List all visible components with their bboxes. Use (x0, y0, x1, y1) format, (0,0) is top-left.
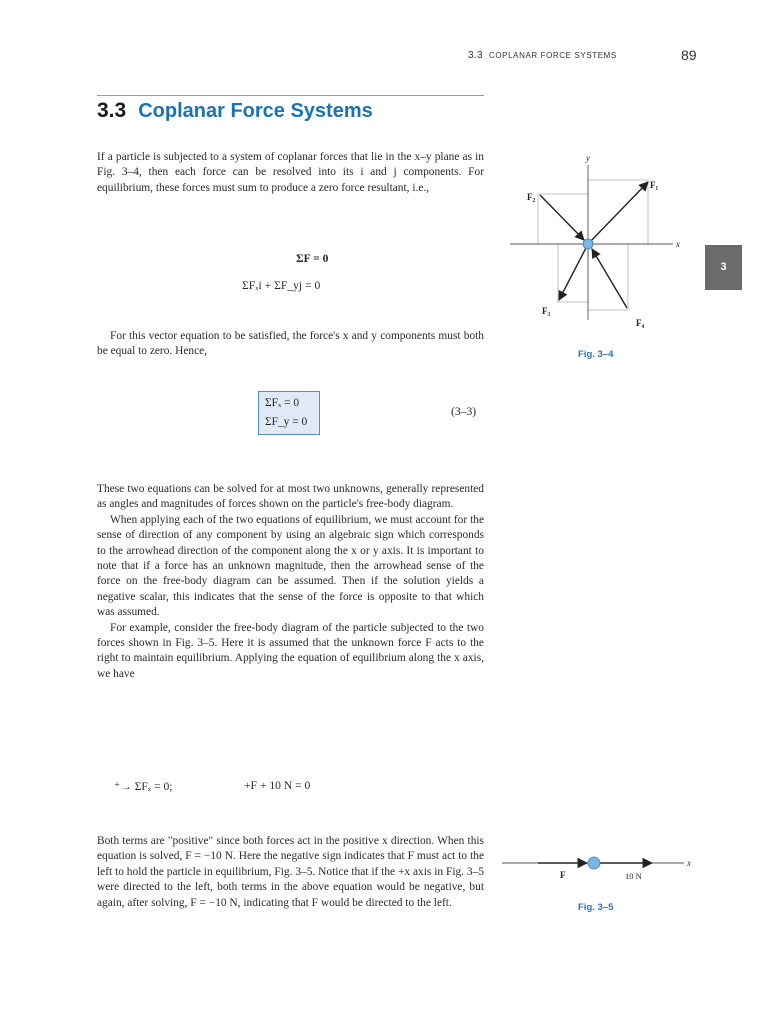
section-number: 3.3 (97, 99, 127, 122)
paragraph-components-text: For this vector equation to be satisfied, the force's x and y components must both be equal to zero. Hence, (97, 330, 484, 358)
equation-sum-fx: ΣFₓ = 0 (265, 397, 300, 409)
section-heading (97, 99, 373, 123)
example-equation-left: ⁺→ ΣFₓ = 0; (114, 780, 173, 793)
fig34-y-label: y (586, 153, 590, 163)
paragraph-conclusion-text: Both terms are "positive" since both forces act in the positive x direction. When this equation is solved, F = −10 N. Here the negative sign indicates that F must act to the left to hold the particle in equilibrium, Fig. 3–5. Notice that if the +x axis in Fig. 3–5 were directed to the left, both terms in the above equation would be negative, but again, after solving, F = −10 N, indicating that F would be directed to the left. (97, 835, 484, 909)
label-10n: 10 N (625, 871, 642, 881)
label-f1: F₁ (650, 180, 659, 190)
paragraph-intro (97, 150, 484, 196)
equation-sum-fy: ΣF_y = 0 (265, 416, 308, 428)
page-number: 89 (681, 47, 697, 63)
force-f2-arrow (540, 195, 584, 240)
running-head-title: COPLANAR FORCE SYSTEMS (488, 51, 617, 60)
section-title: Coplanar Force Systems (138, 100, 373, 122)
figure-3-4-diagram (505, 150, 705, 340)
label-f3: F₃ (542, 306, 551, 316)
chapter-tab: 3 (705, 245, 742, 290)
label-f2: F₂ (527, 192, 536, 202)
paragraph-intro-text: If a particle is subjected to a system of coplanar forces that lie in the x–y plane as in Fig. 3–4, then each force can be resolved into its i and j components. For equilibrium, these forces must sum to produce a zero force resultant, i.e., (97, 151, 484, 194)
fig35-x-label: x (687, 858, 691, 868)
fig34-x-label: x (676, 239, 680, 249)
paragraph-body (97, 482, 484, 682)
force-f4-arrow (592, 249, 627, 308)
running-head-section: 3.3 (468, 50, 483, 61)
heading-rule (97, 95, 484, 96)
example-equation-right: +F + 10 N = 0 (244, 779, 311, 792)
running-head (468, 50, 617, 61)
particle (583, 239, 593, 249)
label-f4: F₄ (636, 318, 645, 328)
label-force-f: F (560, 870, 566, 880)
paragraph-conclusion (97, 834, 484, 911)
paragraph-signs: When applying each of the two equations of equilibrium, we must account for the sense of direction of any component by using an algebraic sign which corresponds to the arrowhead direction of the component along the x or y axis. It is important to note that if a force has an unknown magnitude, then the arrowhead sense of the force on the free-body diagram can be assumed. Then if the solution yields a negative scalar, this indicates that the sense of the force is opposite to that which was assumed. (97, 513, 484, 619)
equation-sum-components: ΣFₓi + ΣF_yj = 0 (242, 279, 321, 292)
figure-3-5-caption: Fig. 3–5 (578, 902, 614, 913)
paragraph-components (97, 329, 484, 360)
equation-number: (3–3) (451, 405, 477, 418)
equilibrium-equations-box (258, 391, 320, 435)
figure-3-5-diagram (498, 848, 698, 888)
paragraph-example: For example, consider the free-body diagram of the particle subjected to the two forces shown in Fig. 3–5. Here it is assumed that the unknown force F acts to the right to maintain equilibrium. Applying the equation of equilibrium along the x axis, we have (97, 621, 484, 680)
figure-3-4-caption: Fig. 3–4 (578, 349, 614, 360)
equation-sum-force: ΣF = 0 (296, 252, 329, 265)
force-f1-arrow (588, 182, 648, 244)
force-f3-arrow (559, 244, 588, 300)
paragraph-unknowns: These two equations can be solved for at most two unknowns, generally represented as angles and magnitudes of forces shown on the particle's free-body diagram. (97, 483, 484, 511)
particle-fig35 (588, 857, 600, 869)
